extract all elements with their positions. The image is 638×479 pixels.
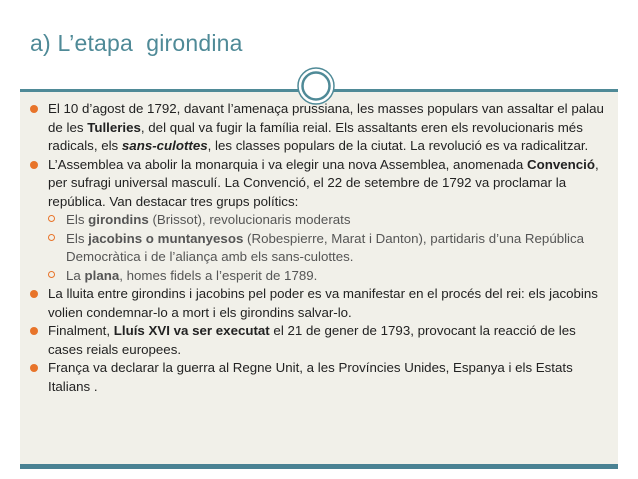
bold-text: plana	[84, 267, 120, 283]
sub-bullet-ring-icon	[48, 234, 55, 241]
bullet-item: L’Assemblea va abolir la monarquia i va elegir una nova Assemblea, anomenada Convenció, per sufragi universal masculí. La Convenció, el 22 de setembre de 1792 va proclamar la república. Van destacar tres grups polítics:	[30, 156, 612, 212]
bold-text: jacobins o muntanyesos	[88, 230, 244, 246]
bottom-bar	[20, 464, 618, 469]
bold-text: Convenció	[526, 156, 595, 172]
bullet-item: França va declarar la guerra al Regne Unit, a les Províncies Unides, Espanya i els Estats Italians .	[30, 359, 612, 396]
bullet-dot-icon	[30, 105, 38, 113]
bold-text: Tulleries	[87, 119, 141, 135]
bold-italic-text: sans-culottes	[121, 138, 208, 153]
sub-bullet-ring-icon	[48, 215, 55, 222]
slide-content	[30, 100, 612, 396]
bullet-item: El 10 d’agost de 1792, davant l’amenaça prussiana, les masses populars van assaltar el palau de les Tulleries, del qual va fugir la família reial. Els assaltants eren els revolucionaris més radicals, els sans-culottes, les classes populars de la ciutat. La revolució es va radicalitzar.	[30, 100, 612, 156]
sub-bullet-item: La plana, homes fidels a l’esperit de 1789.	[30, 267, 612, 286]
sub-bullet-item: Els jacobins o muntanyesos (Robespierre, Marat i Danton), partidaris d’una República Democràtica i de l’aliança amb els sans-culottes.	[30, 230, 612, 267]
bullet-item: La lluita entre girondins i jacobins pel poder es va manifestar en el procés del rei: els jacobins volien condemnar-lo a mort i els girondins salvar-lo.	[30, 285, 612, 322]
sub-bullet-item: Els girondins (Brissot), revolucionaris moderats	[30, 211, 612, 230]
bullet-dot-icon	[30, 290, 38, 298]
bold-text: Lluís XVI va ser executat	[113, 323, 270, 338]
bullet-dot-icon	[30, 364, 38, 372]
sub-bullet-ring-icon	[48, 271, 55, 278]
bullet-item: Finalment, Lluís XVI va ser executat el 21 de gener de 1793, provocant la reacció de les cases reials europees.	[30, 322, 612, 359]
slide-title: a) L’etapa girondina	[30, 30, 243, 56]
bullet-dot-icon	[30, 327, 38, 335]
bold-text: girondins	[88, 212, 149, 227]
bullet-dot-icon	[30, 161, 38, 169]
